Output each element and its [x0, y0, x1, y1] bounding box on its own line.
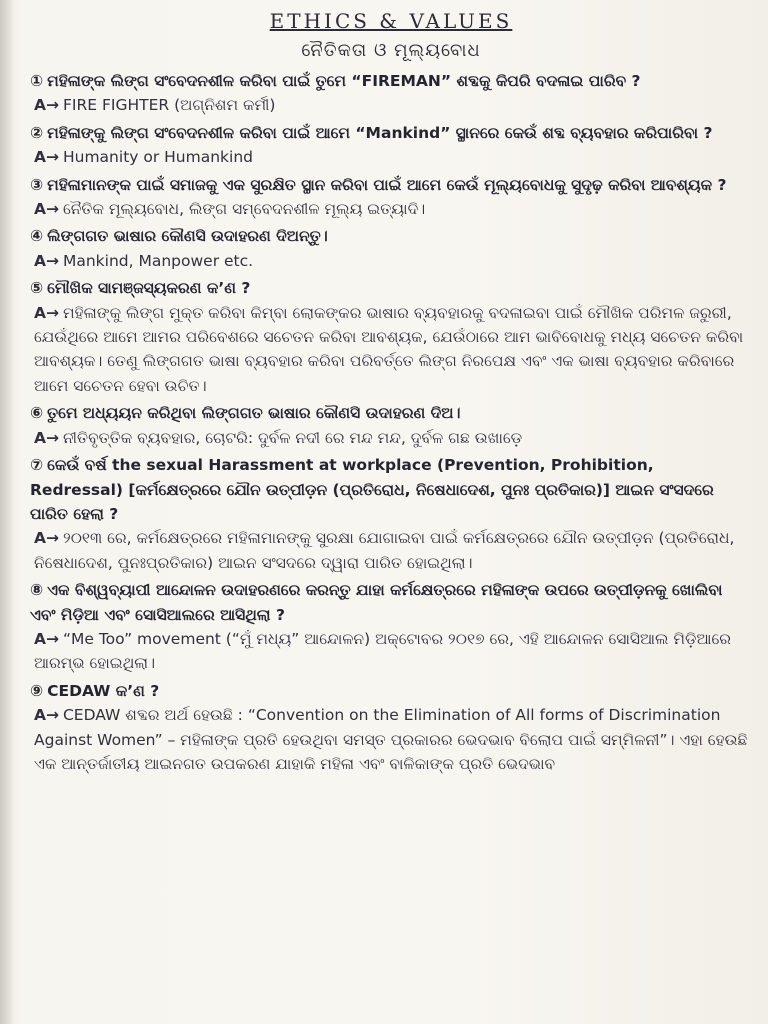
answer-text: FIRE FIGHTER (ଅଗ୍ନିଶମ କର୍ମୀ)	[62, 96, 276, 115]
answer-arrow: A→	[34, 529, 59, 548]
page-binding-shadow	[0, 0, 14, 1024]
question-number: ⑤	[30, 279, 44, 298]
question	[30, 401, 752, 425]
question-number: ③	[30, 175, 44, 194]
answer	[30, 627, 752, 676]
question-answer-item	[30, 401, 752, 450]
question-answer-item	[30, 69, 752, 118]
question	[30, 453, 752, 526]
question-number: ⑦	[30, 456, 44, 475]
handwritten-notes	[30, 6, 752, 1016]
answer-text: ୨୦୧୩ ରେ, କର୍ମକ୍ଷେତ୍ରରେ ମହିଳାମାନଙ୍କୁ ସୁରକ୍ଷା ଯୋଗାଇବା ପାଇଁ କର୍ମକ୍ଷେତ୍ରରେ ଯୌନ ଉତ୍ପୀଡ଼ନ (ପ୍ରତିରୋଧ, ନିଷେଧାଦେଶ, ପୁନଃପ୍ରତିକାର) ଆଇନ ସଂସଦରେ ଦ୍ୱାରା ପାରିତ ହୋଇଥିଲା।	[34, 529, 735, 572]
answer	[30, 703, 752, 776]
question-number: ④	[30, 227, 44, 246]
page-subtitle: ନୈତିକତା ଓ ମୂଲ୍ୟବୋଧ	[301, 40, 481, 61]
question-number: ②	[30, 123, 44, 142]
question-answer-item	[30, 276, 752, 398]
question-text: ଏକ ବିଶ୍ୱବ୍ୟାପୀ ଆନ୍ଦୋଳନ ଉଦାହରଣରେ କରନ୍ତୁ ଯାହା କର୍ମକ୍ଷେତ୍ରରେ ମହିଳାଙ୍କ ଉପରେ ଉତ୍ପୀଡ଼ନକୁ ଖୋଲିବା ଏବଂ ମିଡ଼ିଆ ଏବଂ ସୋସିଆଲରେ ଆସିଥିଲା ?	[30, 581, 723, 624]
answer-text: Mankind, Manpower etc.	[62, 251, 254, 270]
answer-arrow: A→	[34, 629, 59, 648]
question-answer-item	[30, 173, 752, 222]
question-answer-item	[30, 224, 752, 273]
question-answer-item	[30, 679, 752, 777]
question-number: ⑧	[30, 581, 44, 600]
answer-text: CEDAW ଶବ୍ଦର ଅର୍ଥ ହେଉଛି : “Convention on the Elimination of All forms of Discrimination Against Women” – ମହିଳାଙ୍କ ପ୍ରତି ହେଉଥିବା ସମସ୍ତ ପ୍ରକାରର ଭେଦଭାବ ବିଲୋପ ପାଇଁ ସମ୍ମିଳନୀ”। ଏହା ହେଉଛି ଏକ ଆନ୍ତର୍ଜାତୀୟ ଆଇନଗତ ଉପକରଣ ଯାହାକି ମହିଳା ଏବଂ ବାଳିକାଙ୍କ ପ୍ରତି ଭେଦଭାବ	[34, 706, 748, 773]
answer	[30, 301, 752, 399]
question-text: ମହିଳାଙ୍କ ଲିଙ୍ଗ ସଂବେଦନଶୀଳ କରିବା ପାଇଁ ତୁମେ “FIREMAN” ଶବ୍ଦକୁ କିପରି ବଦଳାଇ ପାରିବ ?	[47, 72, 641, 90]
answer-text: Humanity or Humankind	[62, 148, 253, 167]
answer	[30, 249, 752, 273]
answer-text: ମହିଳାଙ୍କୁ ଲିଙ୍ଗ ମୁକ୍ତ କରିବା କିମ୍ବା ଲୋକଙ୍କର ଭାଷାର ବ୍ୟବହାରକୁ ବଦଳାଇବା ପାଇଁ ମୌଖିକ ପରିମଳ ଜରୁରୀ, ଯେଉଁଥିରେ ଆମେ ଆମର ପରିବେଶରେ ସଚେତନ କରିବା ଆବଶ୍ୟକ, ଯେଉଁଠାରେ ଆମ ଭାବିବୋଧକୁ ମଧ୍ୟ ସଚେତନ କରିବା ଆବଶ୍ୟକ। ତେଣୁ ଲିଙ୍ଗଗତ ଭାଷା ବ୍ୟବହାର କରିବା ପରିବର୍ତ୍ତେ ଲିଙ୍ଗ ନିରପେକ୍ଷ ଏବଂ ଏକ ଭାଷା ବ୍ୟବହାର କରିବାରେ ଆମେ ସଚେତନ ହେବା ଉଚିତ।	[34, 303, 744, 395]
answer-text: “Me Too” movement (“ମୁଁ ମଧ୍ୟ” ଆନ୍ଦୋଳନ) ଅକ୍ଟୋବର ୨୦୧୭ ରେ, ଏହି ଆନ୍ଦୋଳନ ସୋସିଆଲ ମିଡ଼ିଆରେ ଆରମ୍ଭ ହୋଇଥିଲା।	[34, 629, 732, 673]
question-answer-list	[30, 69, 752, 776]
answer	[30, 197, 752, 221]
question-answer-item	[30, 578, 752, 676]
question-number: ⑥	[30, 404, 44, 423]
page-heading	[30, 6, 752, 66]
answer	[30, 526, 752, 575]
answer-text: ନୀତିବୃତ୍ତିକ ବ୍ୟବହାର, ଚୋଟରି: ଦୁର୍ବଳ ନଦୀ ରେ ମନ୍ଦ ମନ୍ଦ, ଦୁର୍ବଳ ଗଛ ଉଖାଡ଼େ	[62, 428, 523, 447]
answer-arrow: A→	[34, 251, 59, 270]
question-text: ଲିଙ୍ଗଗତ ଭାଷାର କୌଣସି ଉଦାହରଣ ଦିଅନ୍ତୁ।	[47, 227, 328, 246]
question-number: ⑨	[30, 681, 44, 700]
answer	[30, 93, 752, 117]
question-answer-item	[30, 453, 752, 575]
question	[30, 173, 752, 197]
answer-arrow: A→	[34, 428, 59, 447]
question-number: ①	[30, 72, 44, 90]
question	[30, 224, 752, 248]
question-text: ମହିଳାଙ୍କୁ ଲିଙ୍ଗ ସଂବେଦନଶୀଳ କରିବା ପାଇଁ ଆମେ “Mankind” ସ୍ଥାନରେ କେଉଁ ଶବ୍ଦ ବ୍ୟବହାର କରିପାରିବା ?	[47, 123, 713, 142]
page-title: ETHICS & VALUES	[269, 9, 513, 33]
answer-arrow: A→	[34, 706, 59, 725]
question-text: କେଉଁ ବର୍ଷ the sexual Harassment at workplace (Prevention, Prohibition, Redressal) [କର୍ମକ୍ଷେତ୍ରରେ ଯୌନ ଉତ୍ପୀଡ଼ନ (ପ୍ରତିରୋଧ, ନିଷେଧାଦେଶ, ପୁନଃ ପ୍ରତିକାର)] ଆଇନ ସଂସଦରେ ପାରିତ ହେଲା ?	[30, 456, 714, 523]
answer-text: ନୈତିକ ମୂଲ୍ୟବୋଧ, ଲିଙ୍ଗ ସମ୍ବେଦନଶୀଳ ମୂଲ୍ୟ ଇତ୍ୟାଦି।	[62, 200, 426, 219]
answer	[30, 145, 752, 169]
question-text: ତୁମେ ଅଧ୍ୟୟନ କରିଥିବା ଲିଙ୍ଗଗତ ଭାଷାର କୌଣସି ଉଦାହରଣ ଦିଅ।	[47, 404, 461, 423]
answer-arrow: A→	[34, 148, 59, 167]
question	[30, 679, 752, 703]
question-text: ମୌଖିକ ସାମଞ୍ଜସ୍ୟକରଣ କ’ଣ ?	[47, 279, 251, 298]
question-answer-item	[30, 121, 752, 170]
question-text: ମହିଳାମାନଙ୍କ ପାଇଁ ସମାଜକୁ ଏକ ସୁରକ୍ଷିତ ସ୍ଥାନ କରିବା ପାଇଁ ଆମେ କେଉଁ ମୂଲ୍ୟବୋଧକୁ ସୁଦୃଢ଼ କରିବା ଆବଶ୍ୟକ ?	[47, 175, 727, 194]
answer-arrow: A→	[34, 96, 59, 115]
answer-arrow: A→	[34, 303, 59, 322]
question	[30, 276, 752, 300]
answer	[30, 426, 752, 450]
answer-arrow: A→	[34, 200, 59, 219]
question	[30, 69, 752, 93]
question-text: CEDAW କ’ଣ ?	[47, 681, 160, 700]
question	[30, 121, 752, 145]
question	[30, 578, 752, 627]
